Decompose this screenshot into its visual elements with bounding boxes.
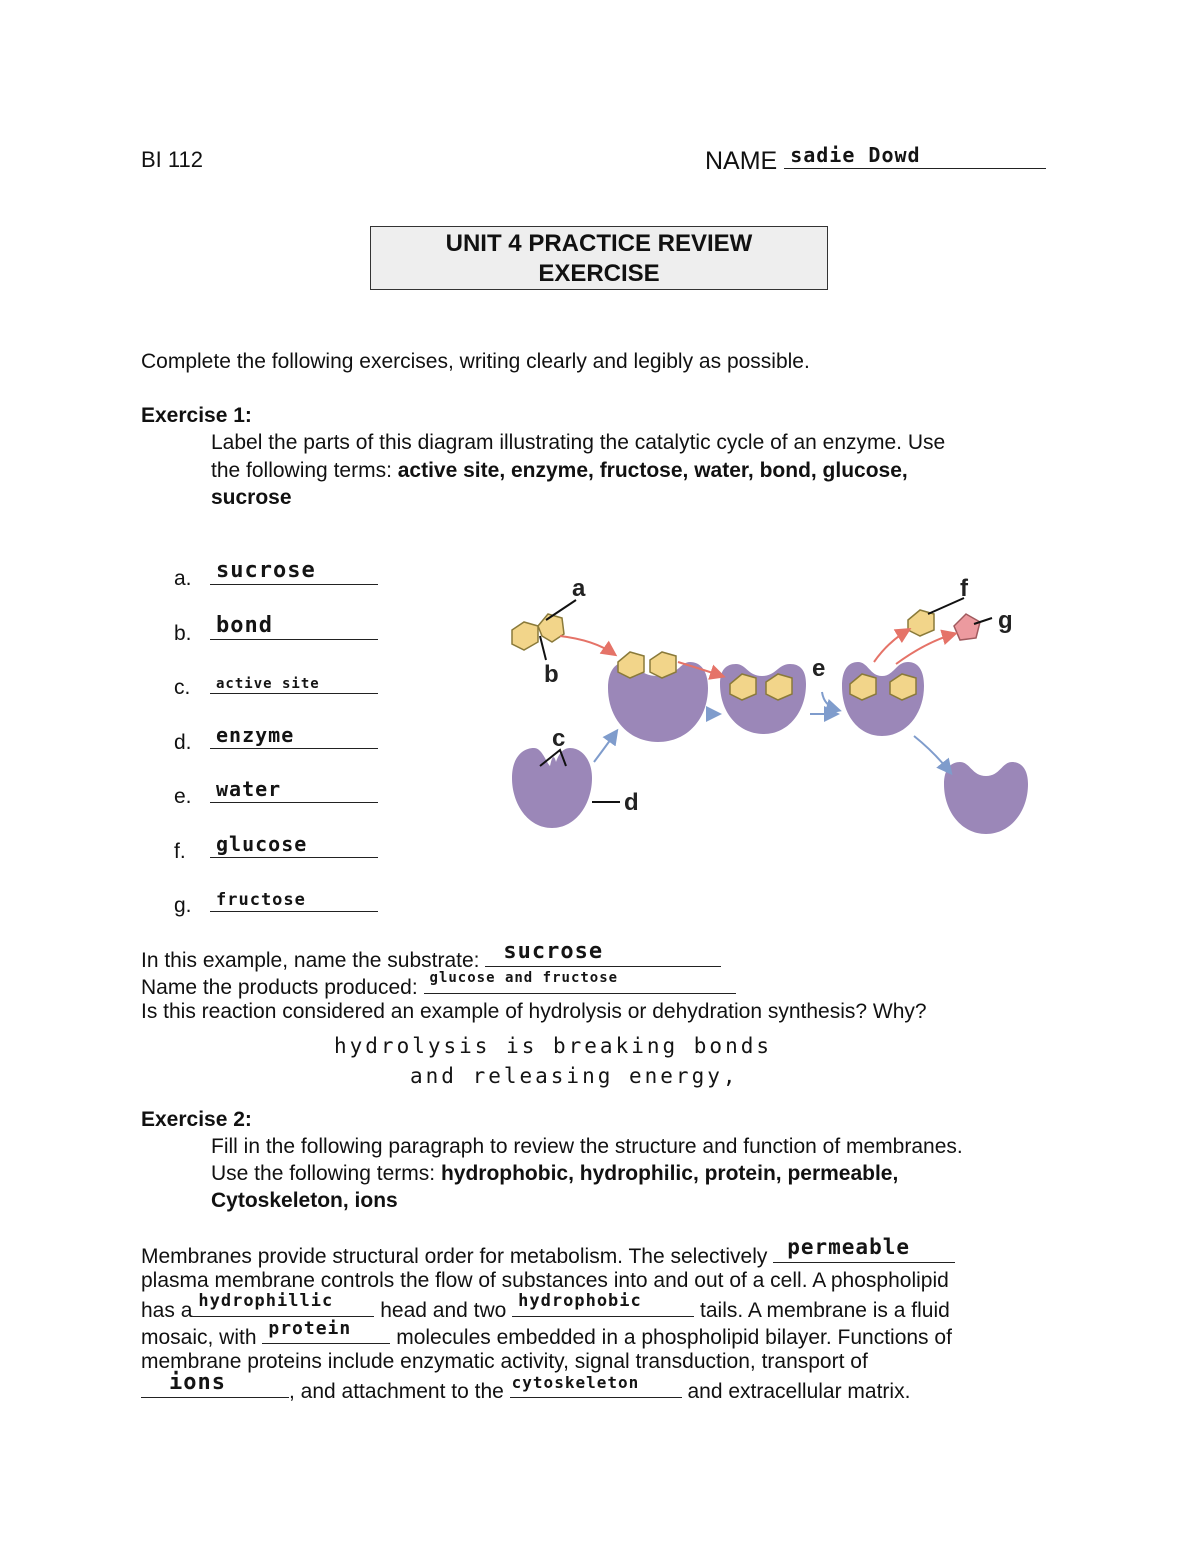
answer-row-f xyxy=(174,831,378,865)
title-box xyxy=(370,226,828,290)
exercise-2-prompt-line-2 xyxy=(211,1160,898,1187)
diagram-label-f: f xyxy=(960,575,968,602)
cytoskeleton-blank[interactable] xyxy=(510,1375,682,1398)
course-code: BI 112 xyxy=(141,147,203,172)
paragraph-text-1: Membranes provide structural order for metabolism. The selectively xyxy=(141,1245,768,1268)
diagram-label-d: d xyxy=(624,789,639,816)
permeable-blank[interactable] xyxy=(773,1235,955,1263)
products-blank[interactable] xyxy=(424,971,736,994)
exercise-1-terms-line-3: sucrose xyxy=(211,486,292,509)
reaction-question: Is this reaction considered an example of hydrolysis or dehydration synthesis? Why? xyxy=(141,1000,927,1023)
sucrose-molecule-2 xyxy=(618,652,676,678)
answer-value: bond xyxy=(216,612,273,638)
diagram-label-b: b xyxy=(544,661,559,688)
paragraph-text-6a: , and attachment to the xyxy=(289,1380,504,1403)
paragraph-line-1 xyxy=(141,1235,955,1270)
cytoskeleton-answer: cytoskeleton xyxy=(511,1373,640,1392)
enzyme-shape-3 xyxy=(720,664,806,734)
answer-letter: b. xyxy=(174,621,192,645)
paragraph-text-3b: head and two xyxy=(380,1299,507,1322)
answer-value: sucrose xyxy=(216,558,316,583)
paragraph-text-6b: and extracellular matrix. xyxy=(687,1380,911,1403)
permeable-answer: permeable xyxy=(787,1235,911,1259)
answer-row-c xyxy=(174,671,378,701)
arrow-release-fructose xyxy=(896,634,954,664)
protein-answer: protein xyxy=(268,1318,352,1339)
hydrophobic-answer: hydrophobic xyxy=(518,1291,642,1311)
paragraph-line-3 xyxy=(141,1291,950,1324)
answer-blank[interactable] xyxy=(210,612,378,640)
arrow-enzyme-recycle-1 xyxy=(594,732,616,762)
title-line-2: EXERCISE xyxy=(538,260,660,287)
name-value: sadie Dowd xyxy=(790,143,921,167)
exercise-1-prompt-prefix: the following terms: xyxy=(211,459,398,482)
arrow-substrate-binding xyxy=(560,636,614,654)
exercise-1-terms: active site, enzyme, fructose, water, bond, glucose, xyxy=(397,459,908,482)
answer-blank[interactable] xyxy=(210,831,378,858)
answer-value: fructose xyxy=(216,890,306,910)
paragraph-text-4a: mosaic, with xyxy=(141,1326,257,1349)
exercise-2-heading: Exercise 2: xyxy=(141,1108,252,1131)
ions-blank[interactable] xyxy=(141,1370,289,1398)
reaction-answer-line-1: hydrolysis is breaking bonds xyxy=(334,1034,773,1058)
answer-blank[interactable] xyxy=(210,671,378,694)
fructose-molecule xyxy=(954,614,980,640)
enzyme-shape-1 xyxy=(512,748,592,828)
answer-letter: f. xyxy=(174,839,186,863)
arrow-water xyxy=(822,692,838,710)
products-answer: glucose and fructose xyxy=(429,970,619,986)
answer-letter: d. xyxy=(174,730,192,754)
substrate-answer: sucrose xyxy=(503,939,604,964)
hydrophobic-blank[interactable] xyxy=(512,1291,694,1317)
exercise-2-prompt-line-1: Fill in the following paragraph to review the structure and function of membranes. xyxy=(211,1135,963,1158)
answer-letter: g. xyxy=(174,894,192,917)
paragraph-text-3c: tails. A membrane is a fluid xyxy=(700,1299,950,1322)
paragraph-line-4 xyxy=(141,1318,952,1351)
substrate-blank[interactable] xyxy=(485,939,721,967)
protein-blank[interactable] xyxy=(262,1318,390,1344)
paragraph-line-2: plasma membrane controls the flow of substances into and out of a cell. A phospholipid xyxy=(141,1269,949,1292)
answer-value: active site xyxy=(216,676,320,692)
products-question-row xyxy=(141,971,736,1001)
answer-value: water xyxy=(216,777,282,801)
diagram-label-g: g xyxy=(998,607,1013,634)
answer-blank[interactable] xyxy=(210,722,378,749)
paragraph-text-3a: has a xyxy=(141,1299,193,1322)
hydrophilic-blank[interactable] xyxy=(192,1291,374,1317)
exercise-1-prompt-line-1: Label the parts of this diagram illustrating the catalytic cycle of an enzyme. Use xyxy=(211,431,946,454)
exercise-2-prompt-prefix: Use the following terms: xyxy=(211,1162,441,1185)
answer-letter: a. xyxy=(174,567,192,590)
answer-blank[interactable] xyxy=(210,558,378,585)
answer-row-b xyxy=(174,612,378,647)
exercise-2-terms-line-3: Cytoskeleton, ions xyxy=(211,1189,398,1212)
diagram-label-c: c xyxy=(552,725,566,752)
reaction-answer-line-2: and releasing energy, xyxy=(410,1064,739,1088)
leader-b xyxy=(540,636,546,660)
paragraph-line-6 xyxy=(141,1370,911,1405)
answer-value: enzyme xyxy=(216,722,295,747)
sucrose-molecule xyxy=(512,614,564,650)
answer-blank[interactable] xyxy=(210,777,378,803)
diagram-label-e: e xyxy=(812,655,826,682)
products-question: Name the products produced: xyxy=(141,976,418,999)
answer-row-g xyxy=(174,889,378,919)
answer-letter: c. xyxy=(174,676,191,699)
paragraph-text-4b: molecules embedded in a phospholipid bilayer. Functions of xyxy=(396,1326,952,1349)
name-field xyxy=(705,142,1046,176)
title-line-1: UNIT 4 PRACTICE REVIEW xyxy=(445,230,753,257)
name-blank[interactable] xyxy=(784,142,1046,169)
diagram-label-a: a xyxy=(572,575,586,602)
answer-row-d xyxy=(174,722,378,756)
exercise-1-prompt-line-2 xyxy=(211,457,908,484)
arrow-release-glucose xyxy=(874,630,908,662)
answer-blank[interactable] xyxy=(210,889,378,912)
answer-row-e xyxy=(174,777,378,810)
enzyme-shape-5 xyxy=(944,762,1028,834)
answer-letter: e. xyxy=(174,785,192,808)
paragraph-line-5: membrane proteins include enzymatic activity, signal transduction, transport of xyxy=(141,1350,868,1373)
exercise-2-terms: hydrophobic, hydrophilic, protein, permeable, xyxy=(440,1162,899,1185)
leader-f xyxy=(928,598,964,614)
name-label: NAME xyxy=(705,147,778,175)
arrow-enzyme-release xyxy=(914,736,950,772)
enzyme-shape-4 xyxy=(842,662,924,736)
substrate-question: In this example, name the substrate: xyxy=(141,949,480,972)
instructions: Complete the following exercises, writing clearly and legibly as possible. xyxy=(141,350,810,373)
answer-row-a xyxy=(174,558,378,592)
enzyme-catalytic-cycle-diagram xyxy=(498,566,1044,842)
answer-value: glucose xyxy=(216,831,308,856)
hydrophilic-answer: hydrophillic xyxy=(198,1291,334,1311)
exercise-1-heading: Exercise 1: xyxy=(141,404,252,427)
ions-answer: ions xyxy=(169,1370,226,1395)
